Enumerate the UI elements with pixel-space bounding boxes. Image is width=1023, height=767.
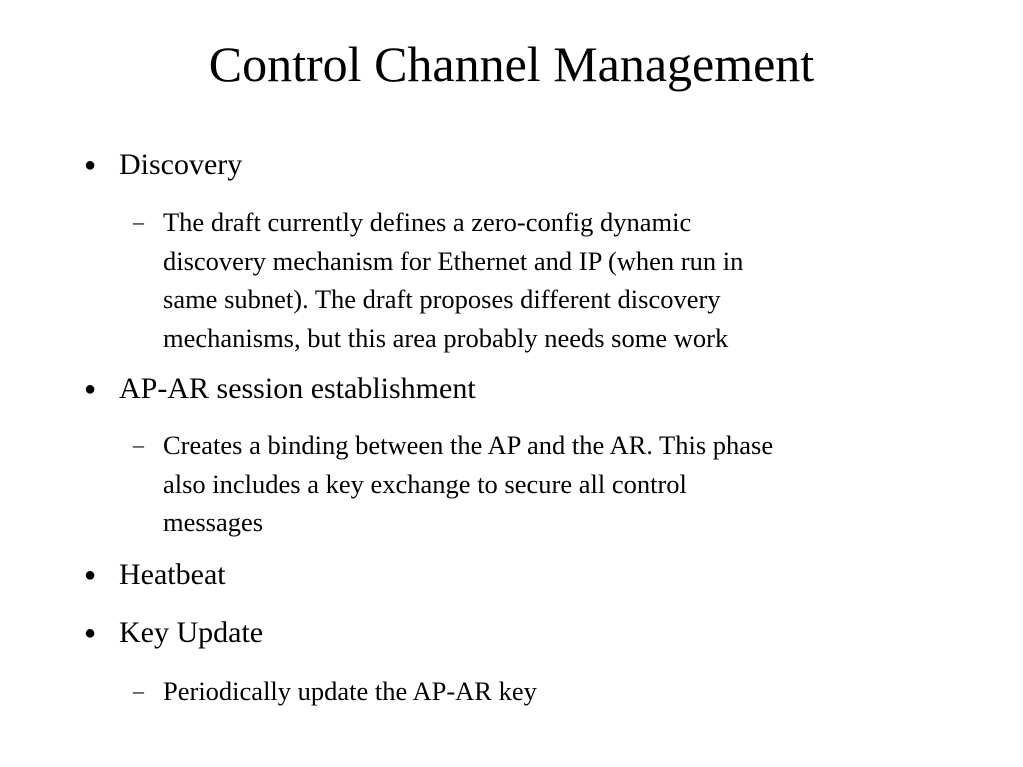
dash-icon: – bbox=[133, 432, 144, 457]
bullet-label: Key Update bbox=[119, 616, 264, 649]
sub-bullet-line: also includes a key exchange to secure all control bbox=[163, 468, 687, 499]
dash-icon: – bbox=[133, 678, 144, 703]
sub-bullet-line: same subnet). The draft proposes different discovery bbox=[163, 284, 721, 314]
sub-bullet-text bbox=[163, 672, 963, 711]
bullet-dot-icon: ● bbox=[84, 564, 97, 586]
bullet-label: AP-AR session establishment bbox=[119, 372, 476, 405]
bullet-label: Heatbeat bbox=[119, 558, 226, 591]
sub-bullet-line: messages bbox=[163, 507, 264, 537]
sub-bullet-line: Creates a binding between the AP and the AR. This phase bbox=[163, 430, 774, 460]
dash-icon: – bbox=[133, 209, 144, 234]
sub-bullet-line: The draft currently defines a zero-config dynamic bbox=[163, 207, 692, 237]
sub-bullet-line: discovery mechanism for Ethernet and IP (when run in bbox=[163, 245, 744, 276]
sub-bullet-line: Periodically update the AP-AR key bbox=[163, 676, 537, 706]
sub-bullet-line: mechanisms, but this area probably needs some work bbox=[163, 322, 729, 353]
sub-bullet-text bbox=[163, 203, 963, 357]
slide-title: Control Channel Management bbox=[208, 36, 815, 92]
bullet-label: Discovery bbox=[119, 148, 243, 181]
bullet-dot-icon: ● bbox=[84, 622, 97, 644]
bullet-dot-icon: ● bbox=[84, 378, 97, 400]
bullet-dot-icon: ● bbox=[84, 154, 97, 176]
sub-bullet-text bbox=[163, 426, 963, 542]
